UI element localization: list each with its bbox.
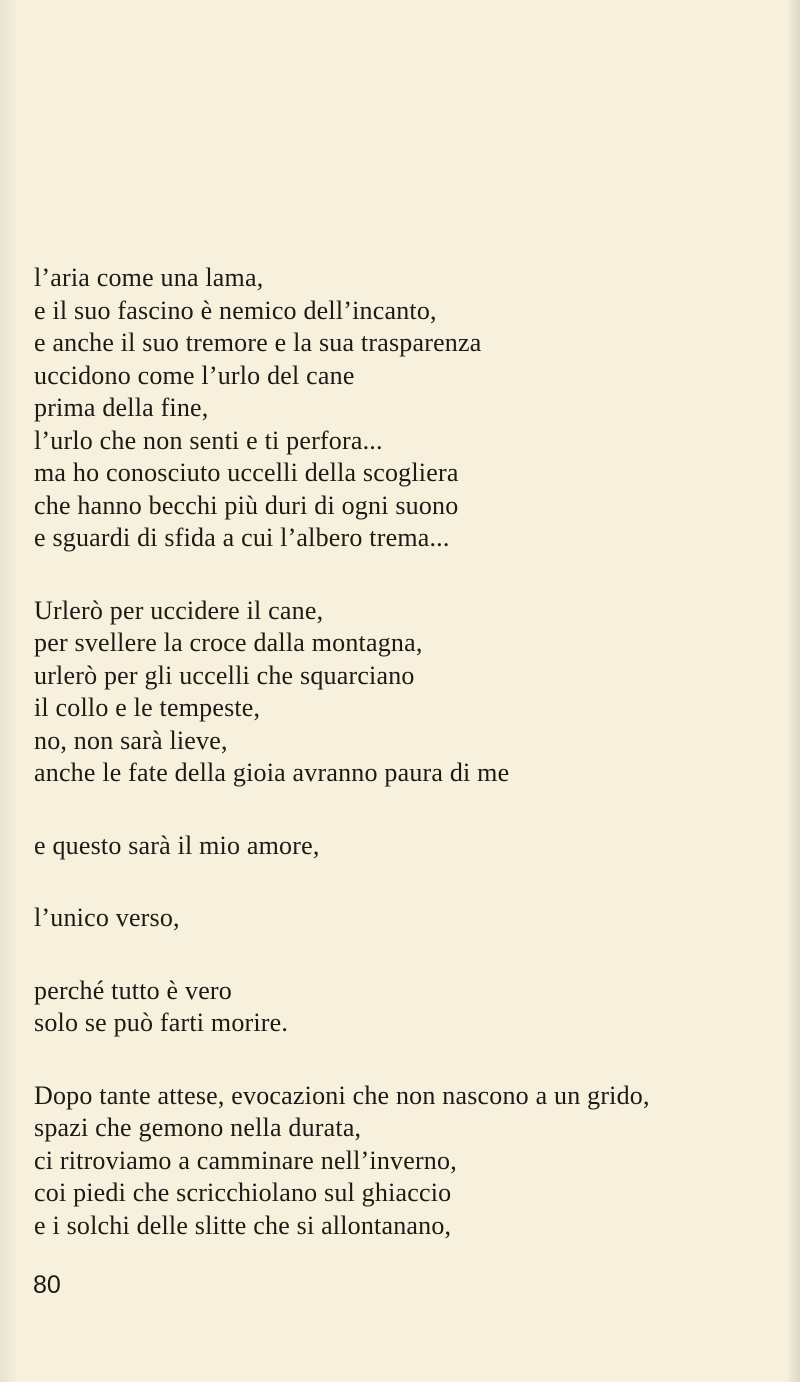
poem-line: uccidono come l’urlo del cane [34, 360, 355, 390]
stanza-gap [34, 555, 774, 595]
stanza-2 [34, 595, 774, 790]
poem-line: e questo sarà il mio amore, [34, 830, 320, 860]
poem-line: anche le fate della gioia avranno paura di me [34, 758, 510, 787]
poem-line: no, non sarà lieve, [34, 725, 228, 755]
poem-line: Dopo tante attese, evocazioni che non nascono a un grido, [34, 1080, 650, 1110]
page-number: 80 [33, 1271, 61, 1299]
poem-line: Urlerò per uccidere il cane, [34, 595, 324, 625]
poem-line: solo se può farti morire. [34, 1008, 289, 1037]
poem-line: e i solchi delle slitte che si allontanano, [34, 1210, 452, 1240]
stanza-6 [34, 1080, 774, 1243]
stanza-1 [34, 262, 774, 555]
poem-line: ci ritroviamo a camminare nell’inverno, [34, 1145, 457, 1175]
poem-line: l’urlo che non senti e ti perfora... [34, 425, 383, 455]
poem-line: urlerò per gli uccelli che squarciano [34, 660, 415, 690]
stanza-gap [34, 862, 774, 902]
stanza-4 [34, 902, 774, 935]
poem-line: l’aria come una lama, [34, 263, 264, 292]
poem-line: per svellere la croce dalla montagna, [34, 628, 423, 657]
stanza-gap [34, 1040, 774, 1080]
stanza-gap [34, 790, 774, 830]
poem-text [34, 262, 774, 1242]
stanza-5 [34, 975, 774, 1040]
poem-line: perché tutto è vero [34, 975, 232, 1005]
poem-line: l’unico verso, [34, 903, 180, 932]
poem-line: e sguardi di sfida a cui l’albero trema... [34, 523, 450, 552]
poem-line: ma ho conosciuto uccelli della scogliera [34, 458, 459, 487]
stanza-3 [34, 830, 774, 863]
poem-line: spazi che gemono nella durata, [34, 1113, 362, 1142]
poem-line: e il suo fascino è nemico dell’incanto, [34, 295, 437, 325]
poem-line: il collo e le tempeste, [34, 693, 261, 722]
poem-line: prima della fine, [34, 393, 209, 422]
stanza-gap [34, 935, 774, 975]
poem-line: che hanno becchi più duri di ogni suono [34, 490, 459, 520]
poem-line: coi piedi che scricchiolano sul ghiaccio [34, 1178, 452, 1207]
poem-line: e anche il suo tremore e la sua trasparenza [34, 328, 482, 357]
